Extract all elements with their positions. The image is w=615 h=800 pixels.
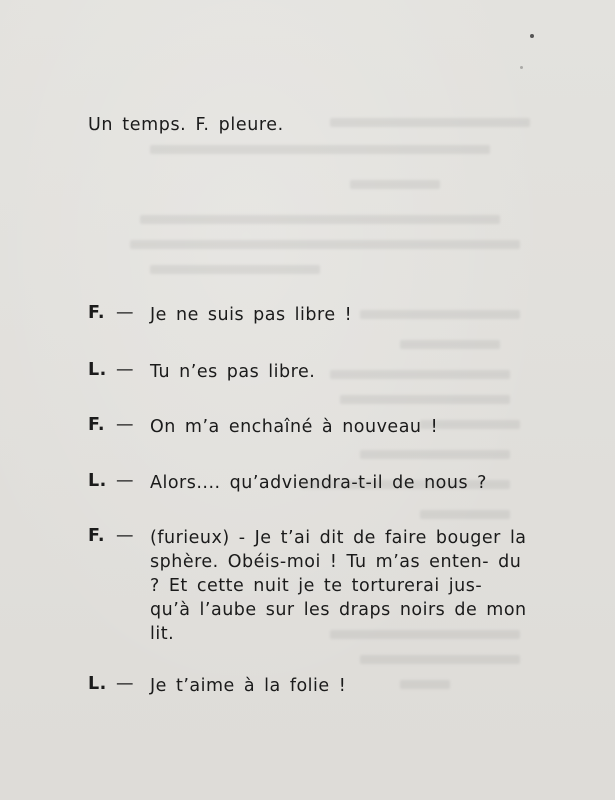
dialogue-text: Je ne suis pas libre ! <box>150 305 353 325</box>
paper-speck <box>520 66 523 69</box>
speaker-label: L. <box>88 471 107 491</box>
stage-direction: Un temps. F. pleure. <box>88 115 284 135</box>
dialogue-line <box>88 526 530 646</box>
speaker-label: F. <box>88 415 106 435</box>
dialogue-line <box>88 303 520 327</box>
paper-speck <box>530 34 534 38</box>
dialogue-dash: — <box>116 360 134 380</box>
dialogue-dash: — <box>116 303 134 323</box>
dialogue-text: Alors.... qu’adviendra-t-il de nous ? <box>150 473 487 493</box>
speaker-label: F. <box>88 526 106 546</box>
dialogue-text: (furieux) - Je t’ai dit de faire bouger la sphère. Obéis-moi ! Tu m’as enten- du ? Et cette nuit je te torturerai jus- qu’à l’aube sur les draps noirs de mon lit. <box>150 528 527 644</box>
dialogue-line <box>88 471 550 495</box>
dialogue-text: Je t’aime à la folie ! <box>150 676 347 696</box>
dialogue-text: On m’a enchaîné à nouveau ! <box>150 417 439 437</box>
speaker-label: F. <box>88 303 106 323</box>
dialogue-line <box>88 415 520 439</box>
dialogue-dash: — <box>116 526 134 546</box>
dialogue-line <box>88 674 520 698</box>
dialogue-dash: — <box>116 415 134 435</box>
dialogue-dash: — <box>116 674 134 694</box>
dialogue-dash: — <box>116 471 134 491</box>
dialogue-text: Tu n’es pas libre. <box>150 362 316 382</box>
speaker-label: L. <box>88 674 107 694</box>
speaker-label: L. <box>88 360 107 380</box>
dialogue-line <box>88 360 520 384</box>
